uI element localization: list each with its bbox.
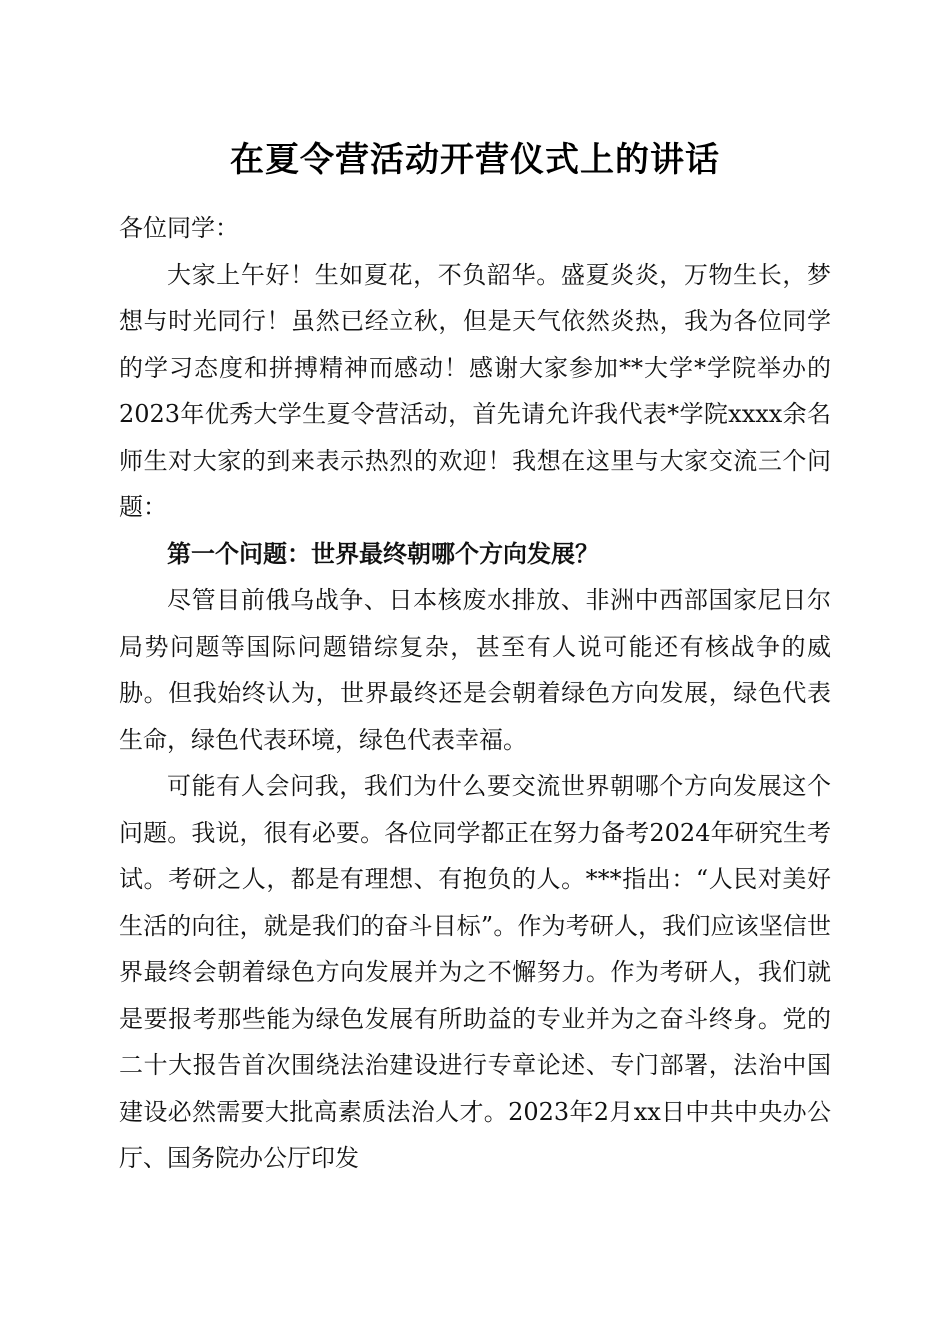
salutation: 各位同学：: [119, 214, 239, 242]
paragraph-world-direction: 尽管目前俄乌战争、日本核废水排放、非洲中西部国家尼日尔局势问题等国际问题错综复杂，甚至有人说可能还有核战争的威胁。但我始终认为，世界最终还是会朝着绿色方向发展，绿色代表生命，绿色代表环境，绿色代表幸福。: [119, 586, 831, 754]
section-heading: 第一个问题：世界最终朝哪个方向发展？: [167, 538, 599, 568]
document-body: [119, 205, 831, 1182]
paragraph-opening: 大家上午好！生如夏花，不负韶华。盛夏炎炎，万物生长，梦想与时光同行！虽然已经立秋，但是天气依然炎热，我为各位同学的学习态度和拼搏精神而感动！感谢大家参加**大学*学院举办的2023年优秀大学生夏令营活动，首先请允许我代表*学院xxxx余名师生对大家的到来表示热烈的欢迎！我想在这里与大家交流三个问题：: [119, 260, 831, 521]
document-title: 在夏令营活动开营仪式上的讲话: [230, 140, 720, 180]
paragraph-why-discuss: 可能有人会问我，我们为什么要交流世界朝哪个方向发展这个问题。我说，很有必要。各位同学都正在努力备考2024年研究生考试。考研之人，都是有理想、有抱负的人。***指出：“人民对美好生活的向往，就是我们的奋斗目标”。作为考研人，我们应该坚信世界最终会朝着绿色方向发展并为之不懈努力。作为考研人，我们就是要报考那些能为绿色发展有所助益的专业并为之奋斗终身。党的二十大报告首次围绕法治建设进行专章论述、专门部署，法治中国建设必然需要大批高素质法治人才。2023年2月xx日中共中央办公厅、国务院办公厅印发: [119, 772, 831, 1172]
